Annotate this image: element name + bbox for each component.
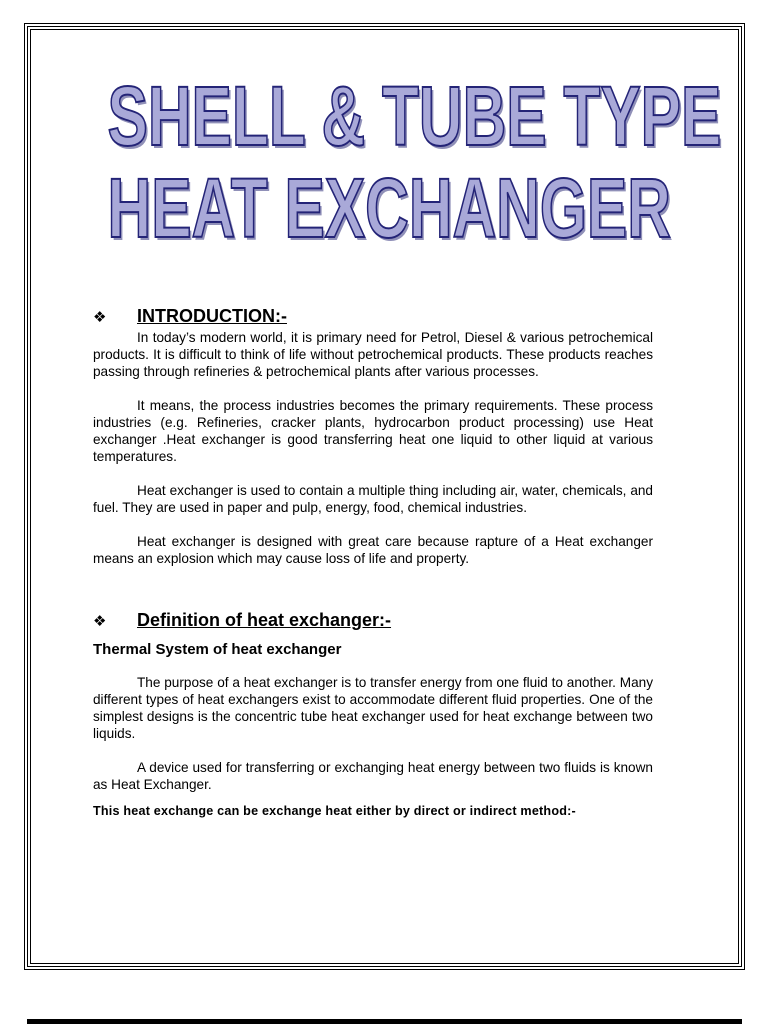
introduction-heading-label: INTRODUCTION:- (137, 306, 287, 326)
intro-paragraph: It means, the process industries becomes the primary requirements. These process industries (e.g. Refineries, cracker plants, hydrocarbon product processing) use Heat exchanger .Heat exchanger is good transferring heat one liquid to other liquid at various temperatures. (93, 398, 653, 464)
diamond-bullet-icon: ❖ (93, 309, 107, 326)
intro-paragraph: In today’s modern world, it is primary need for Petrol, Diesel & various petrochemical products. It is difficult to think of life without petrochemical products. These products reaches passing through refineries & petrochemical plants after various processes. (93, 330, 653, 379)
definition-paragraph: A device used for transferring or exchanging heat energy between two fluids is known as Heat Exchanger. (93, 760, 653, 792)
introduction-heading (93, 305, 653, 329)
title-line-2: HEAT EXCHANGER (107, 161, 671, 255)
diamond-bullet-icon: ❖ (93, 613, 107, 630)
thermal-system-subheading: Thermal System of heat exchanger (93, 641, 342, 658)
title-line-1: SHELL & TUBE TYPE (107, 69, 722, 163)
next-page-border (27, 1019, 742, 1024)
intro-paragraph: Heat exchanger is used to contain a multiple thing including air, water, chemicals, and fuel. They are used in paper and pulp, energy, food, chemical industries. (93, 483, 653, 515)
document-title (0, 70, 768, 254)
definition-paragraph: The purpose of a heat exchanger is to transfer energy from one fluid to another. Many different types of heat exchangers exist to accommodate different fluid properties. One of the simplest designs is the concentric tube heat exchanger used for heat exchange between two liquids. (93, 675, 653, 741)
definition-heading-label: Definition of heat exchanger:- (137, 610, 392, 630)
document-body (93, 305, 653, 820)
method-statement: This heat exchange can be exchange heat either by direct or indirect method:- (93, 804, 576, 818)
definition-heading (93, 609, 653, 633)
intro-paragraph: Heat exchanger is designed with great care because rapture of a Heat exchanger means an explosion which may cause loss of life and property. (93, 534, 653, 566)
